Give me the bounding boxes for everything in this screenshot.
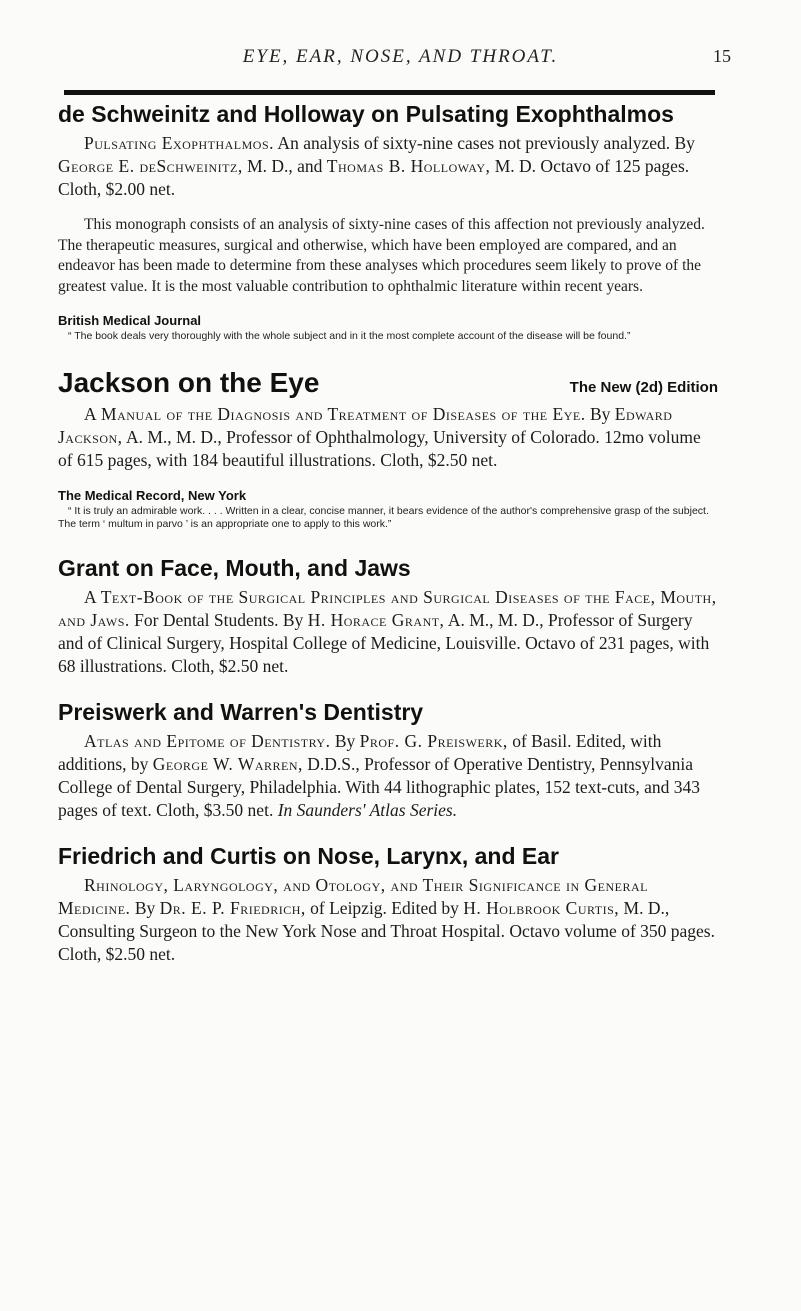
author-name: George W. Warren,: [152, 753, 303, 774]
review-quote: “ The book deals very thoroughly with the whole subject and in it the most complete account of the disease will be found.”: [68, 330, 631, 342]
book-subtitle: Atlas and Epitome of Dentistry.: [84, 730, 331, 751]
desc-text: By: [130, 897, 160, 918]
running-header: EYE, EAR, NOSE, AND THROAT.: [242, 46, 559, 67]
book-subtitle: A Text-Book of the Surgical Principles and Surgical Diseases of the Face, Mouth, and Jaws.: [58, 586, 717, 630]
catalog-content: [58, 100, 718, 966]
entry-description: [58, 874, 718, 966]
desc-text: By: [330, 730, 360, 751]
title-row: [58, 366, 718, 400]
author-name: Edward Jackson,: [58, 403, 673, 447]
entry-description: [58, 403, 718, 472]
desc-text: of Basil. Edited, with additions, by: [58, 730, 662, 774]
author-name: H. Holbrook Curtis,: [463, 897, 620, 918]
entry-description: [58, 132, 718, 201]
series-note: In Saunders' Atlas Series.: [277, 799, 458, 820]
review-source: British Medical Journal: [58, 313, 202, 328]
book-subtitle: A Manual of the Diagnosis and Treatment of Diseases of the Eye.: [84, 403, 586, 424]
review-quote: “ It is truly an admirable work. . . . Written in a clear, concise manner, it bears evidence of the author's comprehensive grasp of the subject. The term ‘ multum in parvo ’ is an appropriate one to apply to this work.”: [58, 504, 709, 530]
entry-title: Friedrich and Curtis on Nose, Larynx, and Ear: [58, 842, 560, 869]
entry-title: de Schweinitz and Holloway on Pulsating Exophthalmos: [58, 101, 674, 127]
page-number: 15: [713, 46, 731, 66]
desc-text: M. D., Consulting Surgeon to the New York Nose and Throat Hospital. Octavo volume of 350 pages. Cloth, $2.50 net.: [58, 897, 715, 964]
book-subtitle: Pulsating Exophthalmos.: [84, 133, 275, 153]
author-name: Dr. E. P. Friedrich,: [159, 897, 306, 918]
desc-text: By: [585, 403, 615, 424]
desc-text: A. M., M. D., Professor of Ophthalmology, University of Colorado. 12mo volume of 615 pages, with 184 beautiful illustrations. Cloth, $2.50 net.: [58, 426, 701, 470]
entry-title: Jackson on the Eye: [58, 366, 320, 398]
author-name: Thomas B. Holloway,: [326, 156, 491, 176]
catalog-entry-jackson: [58, 366, 718, 532]
desc-text: For Dental Students. By: [129, 609, 308, 630]
desc-text: of Leipzig. Edited by: [305, 897, 464, 918]
desc-text: M. D., and: [242, 156, 327, 176]
catalog-entry-grant: [58, 554, 718, 678]
entry-title: Grant on Face, Mouth, and Jaws: [58, 554, 411, 581]
desc-text: D.D.S., Professor of Operative Dentistry, Pennsylvania College of Dental Surgery, Philadelphia. With 44 lithographic plates, 152 text-cuts, and 343 pages of text. Cloth, $3.50 net.: [58, 753, 700, 820]
book-subtitle: Rhinology, Laryngology, and Otology, and Their Significance in General Medicine.: [58, 874, 648, 918]
entry-description: [58, 586, 718, 678]
desc-text: A. M., M. D., Professor of Surgery and of Clinical Surgery, Hospital College of Medicine, Louisville. Octavo of 231 pages, with 68 illustrations. Cloth, $2.50 net.: [58, 609, 710, 676]
author-name: H. Horace Grant,: [307, 609, 445, 630]
author-name: Prof. G. Preiswerk,: [359, 730, 508, 751]
catalog-entry-deschweinitz: [58, 100, 718, 344]
desc-text: An analysis of sixty-nine cases not previously analyzed. By: [274, 133, 695, 153]
entry-description: [58, 730, 718, 822]
entry-summary: This monograph consists of an analysis of sixty-nine cases of this affection not previously analyzed. The therapeutic measures, surgical and otherwise, which have been employed are compared, and an endeavor has been made to determine from these analyses which procedures seem likely to prove of the greatest value. It is the most valuable contribution to ophthalmic literature within recent years.: [58, 216, 705, 295]
author-name: George E. deSchweinitz,: [58, 156, 243, 176]
edition-label: The New (2d) Edition: [569, 378, 718, 396]
header-rule: [64, 90, 715, 95]
entry-title: Preiswerk and Warren's Dentistry: [58, 698, 424, 725]
catalog-entry-friedrich: [58, 842, 718, 966]
desc-text: M. D. Octavo of 125 pages. Cloth, $2.00 net.: [58, 156, 690, 199]
catalog-entry-preiswerk: [58, 698, 718, 822]
review-source: The Medical Record, New York: [58, 487, 247, 503]
